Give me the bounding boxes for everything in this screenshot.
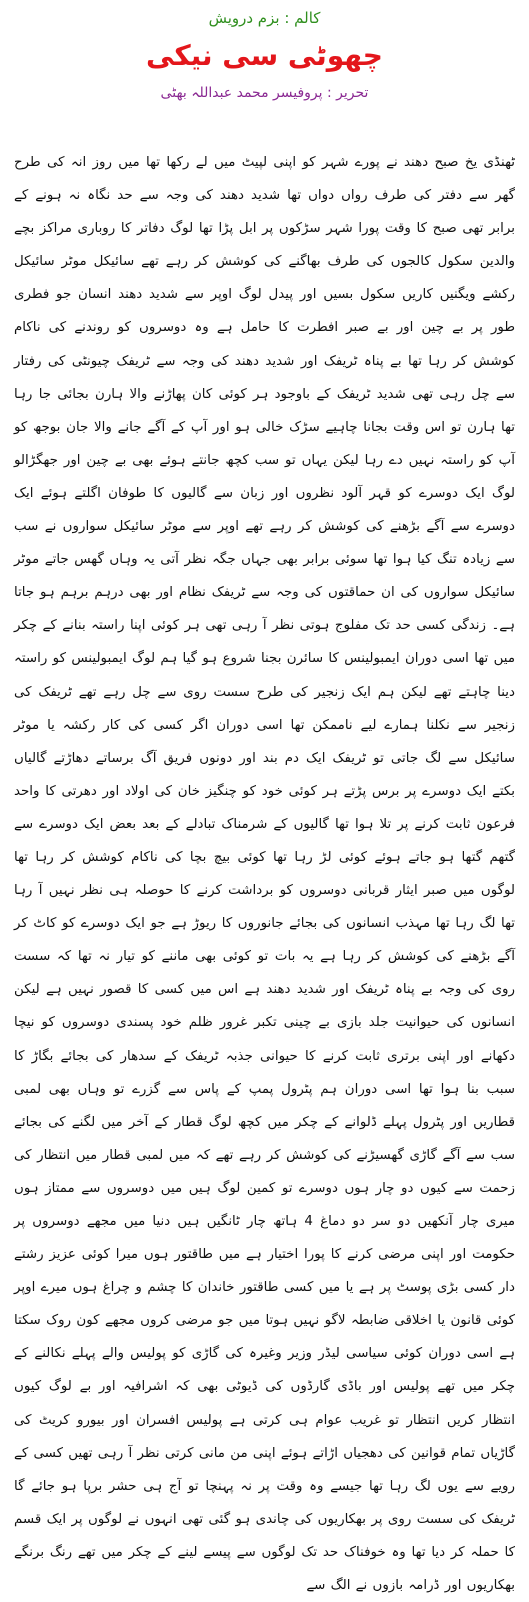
column-label: کالم : بزم درویش — [208, 9, 321, 27]
article-title: چھوٹی سی نیکی — [146, 39, 383, 72]
article-body: ٹھنڈی یخ صبح دھند نے پورے شہر کو اپنی لپیٹ میں لے رکھا تھا میں روز انہ کی طرح گھر سے دفتر کی طرف رواں دواں تھا شدید دھند کی وجہ سے حد نگاہ نہ ہونے کے برابر تھی صبح کا وقت پورا شہر سڑکوں پر ابل پڑا تھا لوگ دفاتر کا روباری مراکز بچے والدین سکول کالجوں کی طرف بھاگنے کی کوشش کر رہے تھے سائیکل موٹر سائیکل رکشے ویگنیں کاریں سکول بسیں اور پیدل لوگ اوپر سے شدید دھند انسان جو فطری طور پر بے چین اور بے صبر افطرت کا حامل ہے وہ دوسروں کو روندنے کی ناکام کوشش کر رہا تھا بے پناہ ٹریفک اور شدید دھند کی وجہ سے ٹریفک چیونٹی کی رفتار سے چل رہی تھی شدید ٹریفک کے باوجود ہر کوئی کان پھاڑنے والا ہارن بجائی جا رہا تھا ہارن تو اس وقت بجانا چاہیے سڑک خالی ہو اور آپ کے آگے جانے والا جان بوجھ کو آپ کو راستہ نہیں دے رہا لیکن یہاں تو سب کچھ جانتے ہوئے بھی بے چین اور جھگڑالو لوگ ایک دوسرے کو قہر آلود نظروں اور زبان سے گالیوں کا طوفان اگلتے ہوئے ایک دوسرے سے آگے بڑھنے کی کوشش کر رہے تھے اوپر سے موٹر سائیکل سواروں نے سب سے زیادہ تنگ کیا ہوا تھا سوئی برابر بھی جہاں جگہ نظر آتی یہ وہاں گھس جاتے موٹر سائیکل سواروں کی ان حماقتوں کی وجہ سے ٹریفک نظام اور بھی درہم برہم ہو جاتا ہے۔ زندگی کسی حد تک مفلوج ہوتی نظر آ رہی تھی ہر کوئی اپنا راستہ بنانے کے چکر میں تھا اسی دوران ایمبولینس کا سائرن بجنا شروع ہو گیا ہم لوگ ایمبولینس کو راستہ دینا چاہتے تھے لیکن ہم ایک زنجیر کی طرح سست روی سے چل رہے تھے ٹریفک کی زنجیر سے نکلنا ہمارے لیے ناممکن تھا اسی دوران اگر کسی کی کار رکشہ یا موٹر سائیکل سے لگ جاتی تو ٹریفک ایک دم بند اور دونوں فریق آگ برساتے دھاڑتے گالیاں بکتے ایک دوسرے پر برس پڑتے ہر کوئی خود کو چنگیز خان کی اولاد اور دھرتی کا واحد فرعون ثابت کرنے پر تلا ہوا تھا گالیوں کے شرمناک تبادلے کے بعد بعض ایک دوسرے سے گتھم گتھا ہو جاتے ہوئے کوئی لڑ رہا تھا کوئی بیچ بچا کی ناکام کوشش کر رہا تھا لوگوں میں صبر ایثار قربانی دوسروں کو برداشت کرنے کا حوصلہ ہی نظر نہیں آ رہا تھا لگ رہا تھا مہذب انسانوں کی بجائے جانوروں کا ریوڑ ہے جو ایک دوسرے کو کاٹ کر آگے بڑھنے کی کوشش کر رہا ہے یہ بات تو کوئی بھی ماننے کو تیار نہ تھا کہ سست روی کی وجہ بے پناہ ٹریفک اور شدید دھند ہے اس میں کسی کا قصور نہیں ہے لیکن انسانوں کی حیوانیت جلد بازی بے چینی تکبر غرور ظلم خود پسندی دوسروں کو نیچا دکھانے اور اپنی برتری ثابت کرنے کا حیوانی جذبہ ٹریفک کے سدھار کی بجائے بگاڑ کا سبب بنا ہوا تھا اسی دوران ہم پٹرول پمپ کے پاس سے گزرے تو وہاں بھی لمبی قطاریں اور پٹرول پہلے ڈلوانے کے چکر میں کچھ لوگ قطار کے آخر میں لگنے کی بجائے سب سے آگے گاڑی گھسیڑنے کی کوشش کر رہے تھے کہ میں لمبی قطار میں انتظار کی زحمت سے کیوں دو چار ہوں دوسرے تو کمین لوگ ہیں میں دوسروں سے ممتاز ہوں میری چار آنکھیں دو سر دو دماغ 4 ہاتھ چار ٹانگیں ہیں دنیا میں مجھے دوسروں پر حکومت اور اپنی مرضی کرنے کا پورا اختیار ہے میں طاقتور ہوں میرا کوئی عزیز رشتے دار کسی بڑی پوسٹ پر ہے یا میں کسی طاقتور خاندان کا چشم و چراغ ہوں میرے اوپر کوئی قانون یا اخلاقی ضابطہ لاگو نہیں ہوتا میں جو مرضی کروں مجھے کون روک سکتا ہے اسی دوران کوئی سیاسی لیڈر وزیر وغیرہ کی گاڑی کو پولیس والے پہلے نکالنے کے چکر میں تھے پولیس اور باڈی گارڈوں کی ڈیوٹی بھی کہ اشرافیہ اور بے لوگ کیوں انتظار کریں انتظار تو غریب عوام ہی کرتی ہے پولیس افسران اور بیورو کریٹ کی گاڑیاں تمام قوانین کی دھجیاں اڑاتے ہوئے اپنی من مانی کرتی نظر آ رہی تھیں کسی کے رویے سے یوں لگ رہا تھا جیسے وہ وقت پر نہ پہنچا تو آج ہی حشر برپا ہو جائے گا ٹریفک کی سست روی پر بھکاریوں کی چاندی ہو گئی تھی انہوں نے لوگوں پر ایک قسم کا حملہ کر دیا تھا وہ خوفناک حد تک لوگوں سے پیسے لینے کے چکر میں تھے رنگ برنگے بھکاریوں اور ڈرامہ بازوں نے الگ سے — [14, 155, 516, 1594]
article-header — [14, 6, 515, 104]
author-byline: تحریر : پروفیسر محمد عبداللہ بھٹی — [160, 85, 369, 101]
